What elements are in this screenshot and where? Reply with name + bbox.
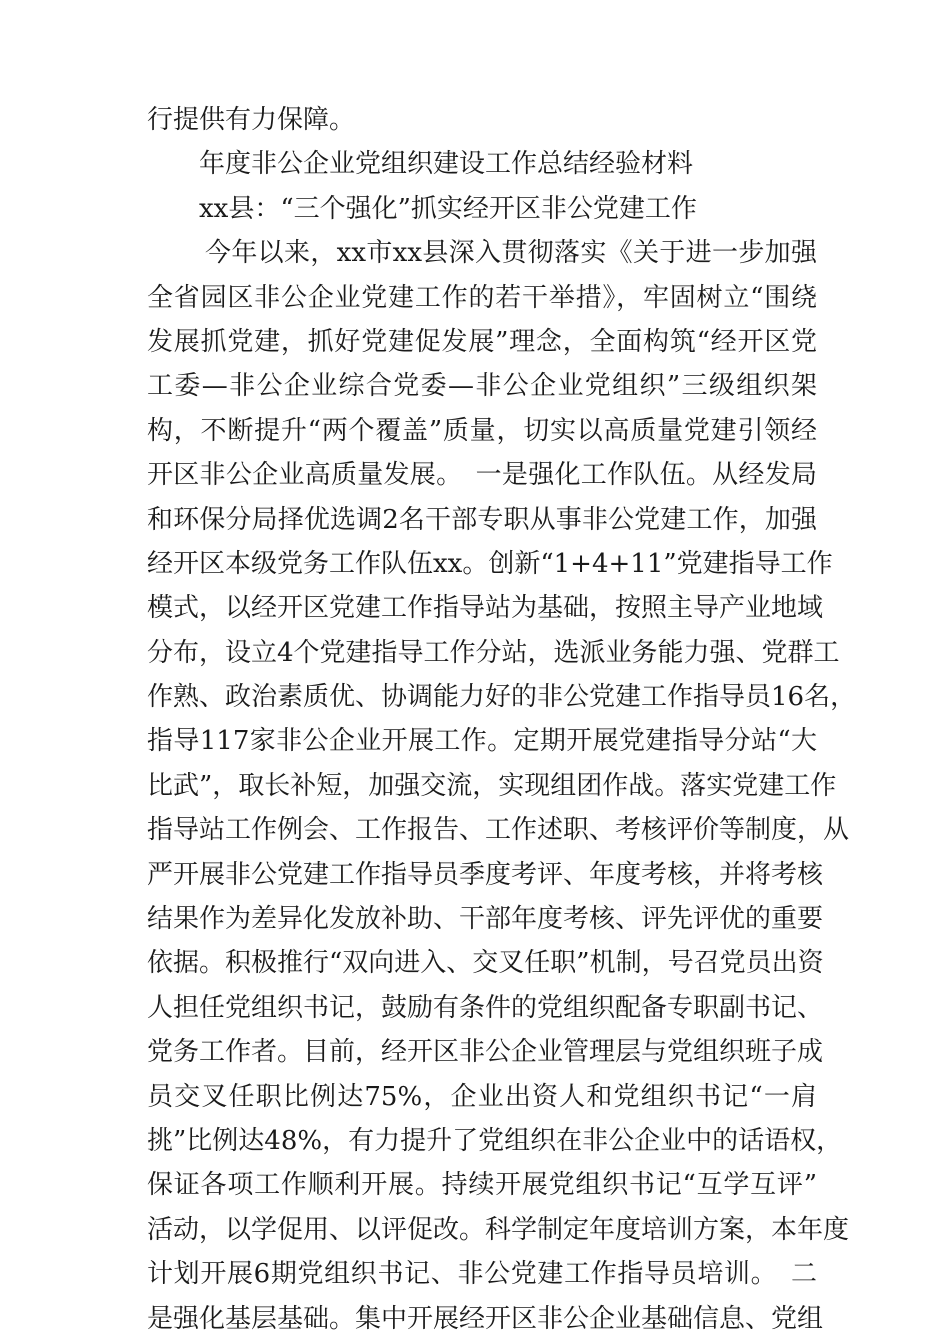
text-line: 结果作为差异化发放补助、干部年度考核、评先评优的重要 xyxy=(147,904,824,935)
text-line: 行提供有力保障。 xyxy=(147,105,356,135)
text-line: 和环保分局择优选调2名干部专职从事非公党建工作，加强 xyxy=(147,504,817,535)
text-line: 构，不断提升“两个覆盖”质量，切实以高质量党建引领经 xyxy=(147,415,817,446)
text-line: 今年以来，xx市xx县深入贯彻落实《关于进一步加强 xyxy=(205,238,817,269)
text-line: 作熟、政治素质优、协调能力好的非公党建工作指导员16名， xyxy=(147,682,857,713)
text-line: 全省园区非公企业党建工作的若干举措》，牢固树立“围绕 xyxy=(147,282,817,313)
text-line: 挑”比例达48%，有力提升了党组织在非公企业中的话语权， xyxy=(147,1125,843,1156)
text-line: 党务工作者。目前，经开区非公企业管理层与党组织班子成 xyxy=(147,1037,824,1068)
text-line: 员交叉任职比例达75%，企业出资人和党组织书记“一肩 xyxy=(147,1081,817,1112)
text-line: 保证各项工作顺利开展。持续开展党组织书记“互学互评” xyxy=(147,1170,817,1201)
document-body xyxy=(147,98,857,1341)
text-line: 指导117家非公企业开展工作。定期开展党建指导分站“大 xyxy=(147,726,817,757)
text-line: 经开区本级党务工作队伍xx。创新“1+4+11”党建指导工作 xyxy=(147,548,833,579)
text-line: 发展抓党建，抓好党建促发展”理念，全面构筑“经开区党 xyxy=(147,326,817,357)
text-line: 模式，以经开区党建工作指导站为基础，按照主导产业地域 xyxy=(147,593,824,624)
text-line: 是强化基层基础。集中开展经开区非公企业基础信息、党组 xyxy=(147,1303,824,1334)
text-line: 比武”，取长补短，加强交流，实现组团作战。落实党建工作 xyxy=(147,770,837,801)
text-line: 人担任党组织书记，鼓励有条件的党组织配备专职副书记、 xyxy=(147,992,824,1023)
document-title: 年度非公企业党组织建设工作总结经验材料 xyxy=(199,149,694,180)
text-line: 严开展非公党建工作指导员季度考评、年度考核，并将考核 xyxy=(147,859,824,890)
text-line: 工委—非公企业综合党委—非公企业党组织”三级组织架 xyxy=(147,371,817,402)
text-line: 计划开展6期党组织书记、非公党建工作指导员培训。 二 xyxy=(147,1259,817,1290)
text-line: 依据。积极推行“双向进入、交叉任职”机制，号召党员出资 xyxy=(147,948,824,979)
text-line: 分布，设立4个党建指导工作分站，选派业务能力强、党群工 xyxy=(147,637,840,668)
text-line: 指导站工作例会、工作报告、工作述职、考核评价等制度，从 xyxy=(147,815,850,846)
text-line: 活动，以学促用、以评促改。科学制定年度培训方案，本年度 xyxy=(147,1214,850,1245)
document-subtitle: xx县：“三个强化”抓实经开区非公党建工作 xyxy=(199,193,697,224)
text-line: 开区非公企业高质量发展。 一是强化工作队伍。从经发局 xyxy=(147,460,817,491)
